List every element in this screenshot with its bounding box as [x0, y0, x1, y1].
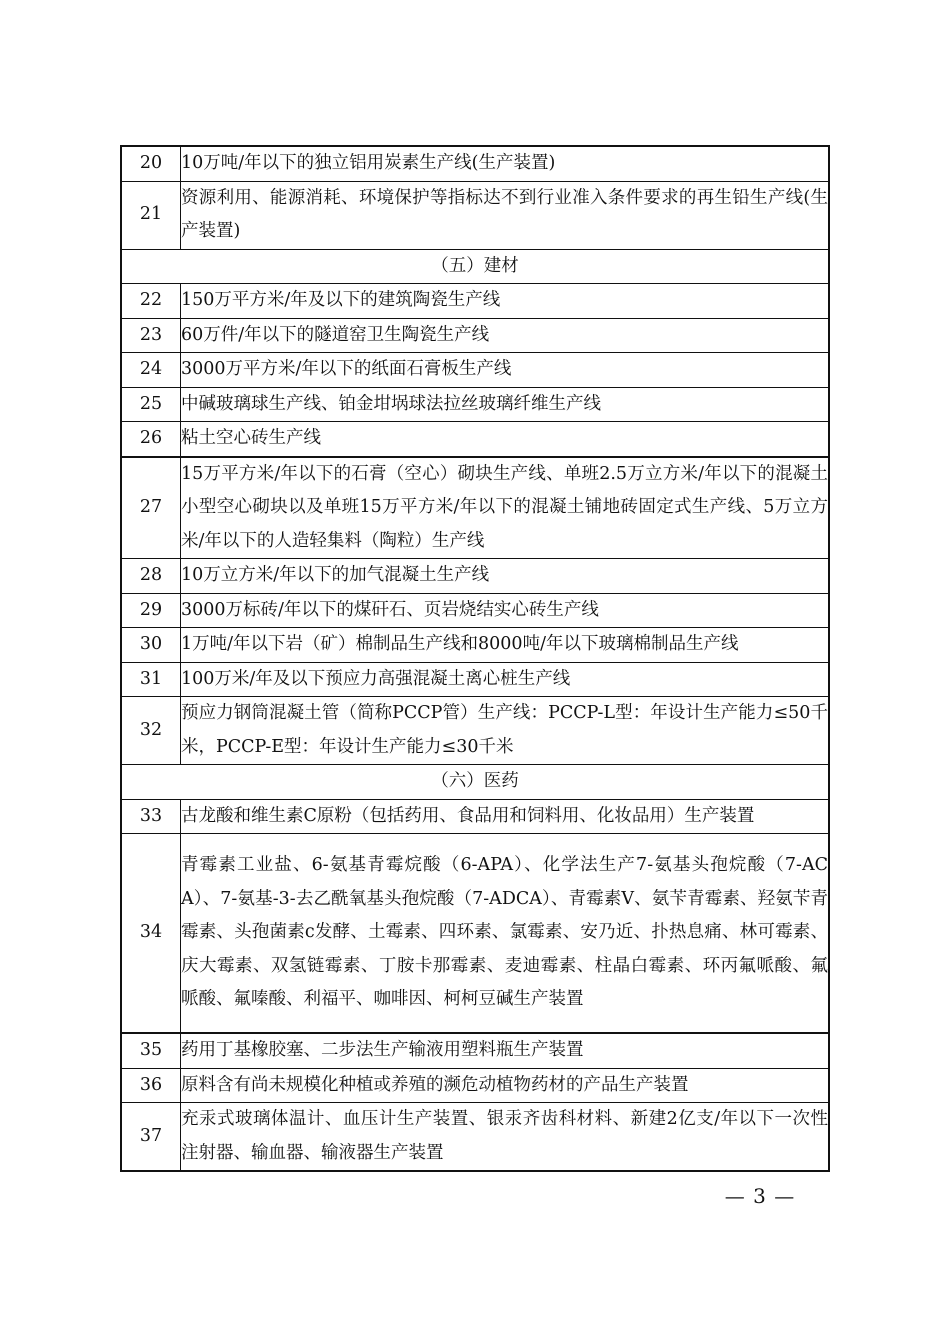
row-number: 27: [121, 457, 181, 559]
document-table: [120, 145, 830, 1172]
table-row: [121, 457, 829, 559]
row-number: 35: [121, 1033, 181, 1068]
row-number: 26: [121, 422, 181, 457]
row-description: 150万平方米/年及以下的建筑陶瓷生产线: [181, 284, 830, 319]
section-title: （六）医药: [121, 765, 829, 800]
row-description: 15万平方米/年以下的石膏（空心）砌块生产线、单班2.5万立方米/年以下的混凝土小型空心砌块以及单班15万平方米/年以下的混凝土铺地砖固定式生产线、5万立方米/年以下的人造轻集料（陶粒）生产线: [181, 457, 830, 559]
table-row: [121, 1068, 829, 1103]
row-description: 3000万标砖/年以下的煤矸石、页岩烧结实心砖生产线: [181, 593, 830, 628]
table-row: [121, 799, 829, 834]
row-number: 25: [121, 387, 181, 422]
row-number: 29: [121, 593, 181, 628]
table-row: [121, 1033, 829, 1068]
row-number: 28: [121, 559, 181, 594]
table-row: [121, 662, 829, 697]
row-number: 21: [121, 181, 181, 249]
section-header-row: [121, 249, 829, 284]
page-number: — 3 —: [724, 1184, 796, 1208]
row-description: 古龙酸和维生素C原粉（包括药用、食品用和饲料用、化妆品用）生产装置: [181, 799, 830, 834]
row-number: 23: [121, 318, 181, 353]
table-row: [121, 559, 829, 594]
row-description: 60万件/年以下的隧道窑卫生陶瓷生产线: [181, 318, 830, 353]
row-description: 粘土空心砖生产线: [181, 422, 830, 457]
row-description: 充汞式玻璃体温计、血压计生产装置、银汞齐齿科材料、新建2亿支/年以下一次性注射器、输血器、输液器生产装置: [181, 1103, 830, 1172]
table-row: [121, 181, 829, 249]
row-description: 原料含有尚未规模化种植或养殖的濒危动植物药材的产品生产装置: [181, 1068, 830, 1103]
table-row: [121, 628, 829, 663]
row-number: 34: [121, 834, 181, 1034]
section-title: （五）建材: [121, 249, 829, 284]
table-row: [121, 697, 829, 765]
row-description: 100万米/年及以下预应力高强混凝土离心桩生产线: [181, 662, 830, 697]
row-number: 22: [121, 284, 181, 319]
row-description: 中碱玻璃球生产线、铂金坩埚球法拉丝玻璃纤维生产线: [181, 387, 830, 422]
row-description: 预应力钢筒混凝土管（简称PCCP管）生产线：PCCP-L型：年设计生产能力≤50千米，PCCP-E型：年设计生产能力≤30千米: [181, 697, 830, 765]
row-number: 33: [121, 799, 181, 834]
table-row: [121, 593, 829, 628]
table-row: [121, 387, 829, 422]
row-description: 1万吨/年以下岩（矿）棉制品生产线和8000吨/年以下玻璃棉制品生产线: [181, 628, 830, 663]
table-row: [121, 422, 829, 457]
row-description: 药用丁基橡胶塞、二步法生产输液用塑料瓶生产装置: [181, 1033, 830, 1068]
row-number: 32: [121, 697, 181, 765]
row-description: 资源利用、能源消耗、环境保护等指标达不到行业准入条件要求的再生铅生产线(生产装置): [181, 181, 830, 249]
row-number: 36: [121, 1068, 181, 1103]
table-body: [121, 146, 829, 1171]
row-number: 20: [121, 146, 181, 181]
table-row: [121, 353, 829, 388]
table-row: [121, 834, 829, 1034]
row-description: 3000万平方米/年以下的纸面石膏板生产线: [181, 353, 830, 388]
row-number: 24: [121, 353, 181, 388]
row-number: 30: [121, 628, 181, 663]
row-number: 37: [121, 1103, 181, 1172]
table-row: [121, 284, 829, 319]
row-number: 31: [121, 662, 181, 697]
table-row: [121, 1103, 829, 1172]
table-row: [121, 146, 829, 181]
section-header-row: [121, 765, 829, 800]
table-row: [121, 318, 829, 353]
row-description: 青霉素工业盐、6-氨基青霉烷酸（6-APA）、化学法生产7-氨基头孢烷酸（7-ACA）、7-氨基-3-去乙酰氧基头孢烷酸（7-ADCA）、青霉素V、氨苄青霉素、羟氨苄青霉素、头孢菌素c发酵、土霉素、四环素、氯霉素、安乃近、扑热息痛、林可霉素、庆大霉素、双氢链霉素、丁胺卡那霉素、麦迪霉素、柱晶白霉素、环丙氟哌酸、氟哌酸、氟嗪酸、利福平、咖啡因、柯柯豆碱生产装置: [181, 834, 830, 1034]
row-description: 10万立方米/年以下的加气混凝土生产线: [181, 559, 830, 594]
row-description: 10万吨/年以下的独立铝用炭素生产线(生产装置): [181, 146, 830, 181]
